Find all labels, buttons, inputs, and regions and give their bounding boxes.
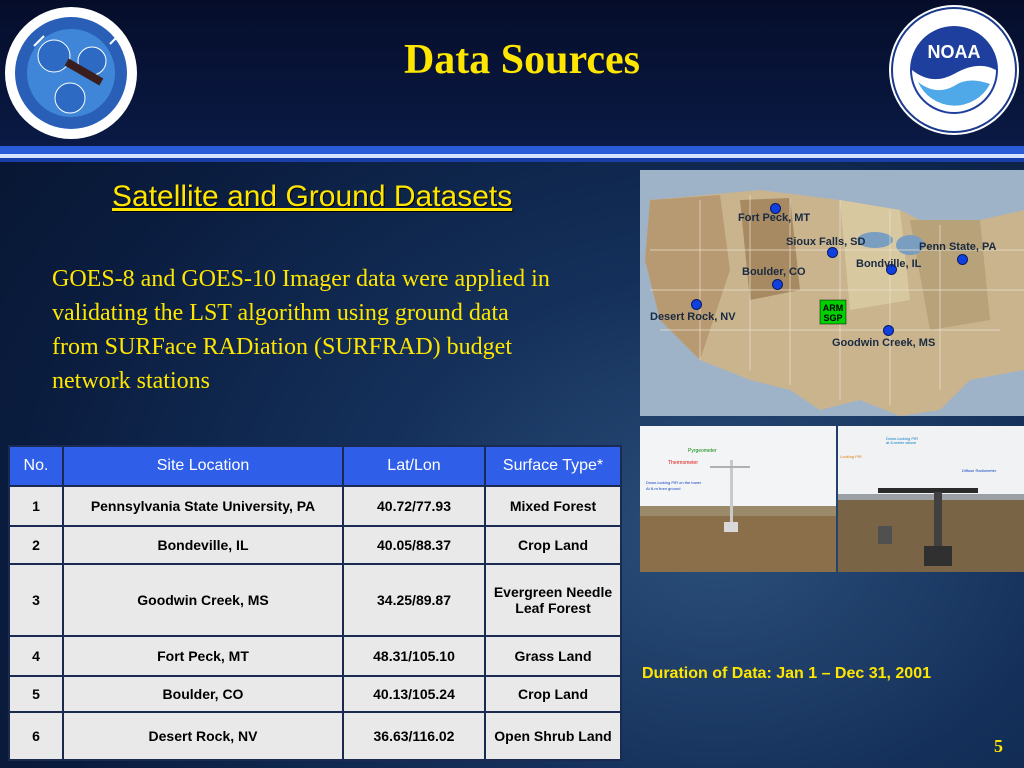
column-header: Site Location: [63, 446, 343, 486]
table-cell: Mixed Forest: [485, 486, 621, 526]
site-marker: [883, 325, 894, 336]
table-cell: 6: [9, 712, 63, 760]
svg-text:Down-looking PIR on the tower: Down-looking PIR on the tower: [646, 480, 702, 485]
site-label: Boulder, CO: [742, 266, 806, 278]
radiometer-platform-photo: [838, 426, 1024, 572]
table-row: [9, 526, 621, 564]
us-sites-map: [640, 170, 1024, 416]
site-label: Goodwin Creek, MS: [832, 337, 936, 349]
sites-table: [8, 445, 622, 761]
header-stripe: [0, 146, 1024, 154]
site-marker: [827, 247, 838, 258]
table-row: [9, 676, 621, 712]
table-cell: 34.25/89.87: [343, 564, 485, 636]
noaa-logo: [888, 4, 1020, 136]
site-marker: [772, 279, 783, 290]
site-label: Sioux Falls, SD: [786, 236, 866, 248]
table-cell: 5: [9, 676, 63, 712]
svg-text:Thermometer: Thermometer: [668, 460, 699, 466]
table-cell: Bondeville, IL: [63, 526, 343, 564]
table-cell: 1: [9, 486, 63, 526]
svg-text:At 8-m from ground: At 8-m from ground: [646, 486, 681, 491]
svg-text:at 8-meter above: at 8-meter above: [886, 440, 917, 445]
site-marker: [691, 299, 702, 310]
table-cell: Open Shrub Land: [485, 712, 621, 760]
table-row: [9, 712, 621, 760]
page-title: Data Sources: [403, 37, 641, 83]
table-cell: 40.72/77.93: [343, 486, 485, 526]
table-row: [9, 636, 621, 676]
table-cell: 36.63/116.02: [343, 712, 485, 760]
table-cell: 40.13/105.24: [343, 676, 485, 712]
svg-text:NOAA: NOAA: [927, 42, 981, 62]
table-row: [9, 564, 621, 636]
site-label: Desert Rock, NV: [650, 311, 736, 323]
site-label: Penn State, PA: [919, 241, 997, 253]
svg-text:Pyrgeometer: Pyrgeometer: [688, 448, 717, 454]
table-cell: Crop Land: [485, 526, 621, 564]
site-marker: [957, 254, 968, 265]
table-cell: Boulder, CO: [63, 676, 343, 712]
svg-text:Looking PIR: Looking PIR: [840, 454, 862, 459]
arm-sgp-label: ARM SGP: [822, 303, 844, 323]
site-label: Bondville, IL: [856, 258, 922, 270]
table-cell: Pennsylvania State University, PA: [63, 486, 343, 526]
data-duration-note: Duration of Data: Jan 1 – Dec 31, 2001: [642, 665, 931, 682]
header-stripe: [0, 158, 1024, 162]
site-label: Fort Peck, MT: [738, 212, 811, 224]
table-row: [9, 486, 621, 526]
table-cell: Evergreen Needle Leaf Forest: [485, 564, 621, 636]
table-cell: 2: [9, 526, 63, 564]
table-cell: 4: [9, 636, 63, 676]
section-subtitle: Satellite and Ground Datasets: [112, 180, 513, 213]
page-number: 5: [994, 736, 1003, 756]
table-cell: Fort Peck, MT: [63, 636, 343, 676]
svg-text:Down-looking PIR: Down-looking PIR: [886, 436, 919, 441]
table-cell: 40.05/88.37: [343, 526, 485, 564]
table-cell: Grass Land: [485, 636, 621, 676]
table-cell: 3: [9, 564, 63, 636]
column-header: No.: [9, 446, 63, 486]
table-cell: Desert Rock, NV: [63, 712, 343, 760]
column-header: Surface Type*: [485, 446, 621, 486]
svg-text:Diffuse Radiometer: Diffuse Radiometer: [962, 468, 997, 473]
column-header: Lat/Lon: [343, 446, 485, 486]
station-tower-photo: [640, 426, 836, 572]
description-paragraph: GOES-8 and GOES-10 Imager data were applied in validating the LST algorithm using ground data from SURFace RADiation (SURFRAD) budget network stations: [52, 266, 550, 394]
table-cell: 48.31/105.10: [343, 636, 485, 676]
table-cell: Crop Land: [485, 676, 621, 712]
table-cell: Goodwin Creek, MS: [63, 564, 343, 636]
table-header-row: [9, 446, 621, 486]
